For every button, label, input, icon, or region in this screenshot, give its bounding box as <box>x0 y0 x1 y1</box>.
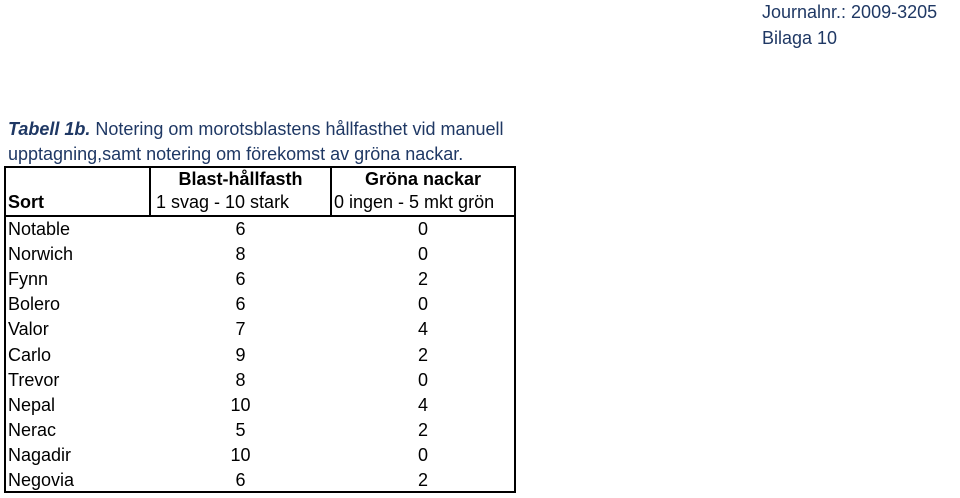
cell-sort: Norwich <box>8 244 74 264</box>
cell-blast: 6 <box>235 470 246 490</box>
header-grona-scale: 0 ingen - 5 mkt grön <box>334 192 495 212</box>
header-sort: Sort <box>8 192 44 212</box>
table-left-border <box>4 166 6 493</box>
header-blast-scale: 1 svag - 10 stark <box>156 192 290 212</box>
cell-sort: Negovia <box>8 470 75 490</box>
cell-grona: 0 <box>417 219 428 239</box>
cell-grona: 2 <box>417 345 428 365</box>
table-number: Tabell 1b. <box>8 119 91 139</box>
caption-line-2: upptagning,samt notering om förekomst av gröna nackar. <box>8 144 464 164</box>
header-grona-title: Gröna nackar <box>364 169 482 189</box>
cell-sort: Bolero <box>8 294 61 314</box>
cell-blast: 9 <box>235 345 246 365</box>
cell-sort: Fynn <box>8 269 49 289</box>
cell-sort: Nerac <box>8 420 57 440</box>
appendix-label: Bilaga 10 <box>762 28 838 48</box>
results-table <box>4 166 516 493</box>
cell-sort: Nagadir <box>8 445 72 465</box>
caption-text-1: Notering om morotsblastens hållfasthet vid manuell <box>90 119 504 139</box>
cell-blast: 6 <box>235 294 246 314</box>
cell-blast: 8 <box>235 244 246 264</box>
cell-sort: Valor <box>8 319 49 339</box>
cell-grona: 0 <box>417 244 428 264</box>
table-right-border <box>514 166 516 493</box>
cell-sort: Notable <box>8 219 71 239</box>
cell-blast: 10 <box>230 395 251 415</box>
cell-sort: Nepal <box>8 395 56 415</box>
cell-blast: 6 <box>235 219 246 239</box>
cell-blast: 8 <box>235 370 246 390</box>
cell-grona: 0 <box>417 445 428 465</box>
cell-grona: 4 <box>417 395 428 415</box>
journal-number: Journalnr.: 2009-3205 <box>762 2 938 22</box>
cell-grona: 4 <box>417 319 428 339</box>
cell-sort: Trevor <box>8 370 60 390</box>
header-blast-title: Blast-hållfasth <box>178 169 303 189</box>
cell-blast: 7 <box>235 319 246 339</box>
table-caption <box>8 117 504 167</box>
cell-sort: Carlo <box>8 345 52 365</box>
cell-grona: 2 <box>417 470 428 490</box>
cell-blast: 5 <box>235 420 246 440</box>
cell-blast: 6 <box>235 269 246 289</box>
cell-grona: 2 <box>417 269 428 289</box>
cell-grona: 0 <box>417 294 428 314</box>
cell-blast: 10 <box>230 445 251 465</box>
caption-line-1 <box>8 117 504 142</box>
cell-grona: 2 <box>417 420 428 440</box>
cell-grona: 0 <box>417 370 428 390</box>
